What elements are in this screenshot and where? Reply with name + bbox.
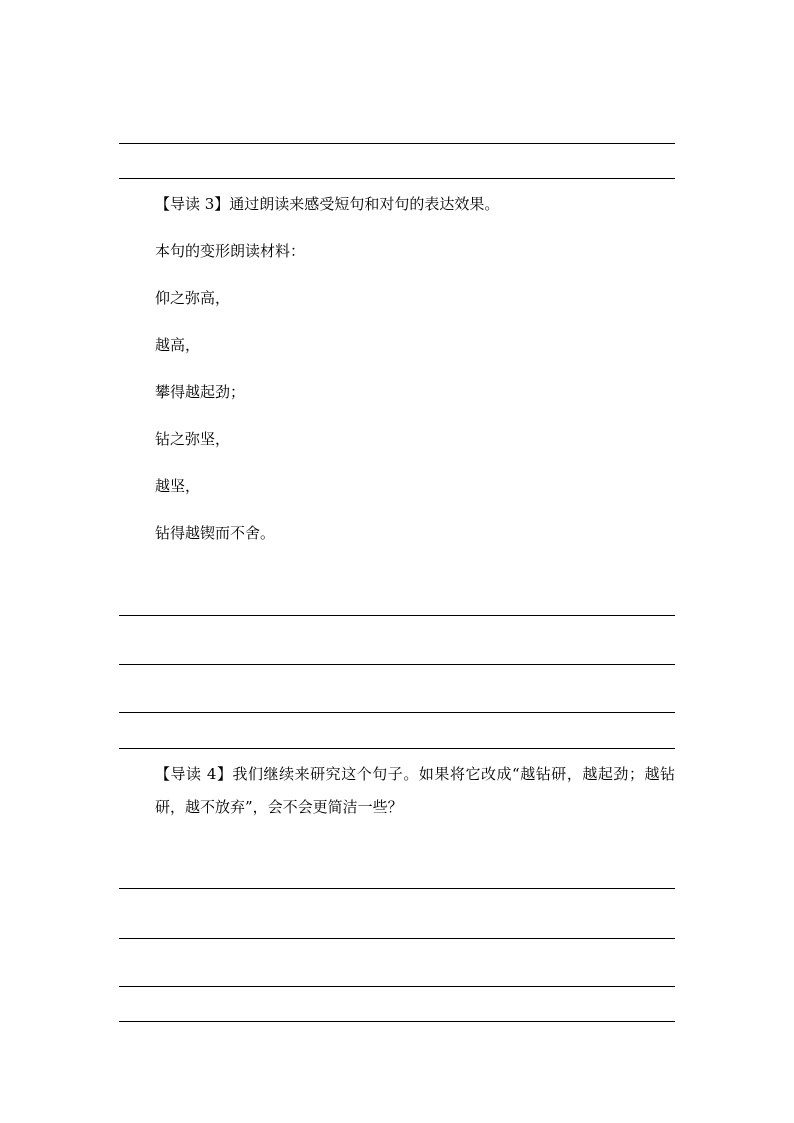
answer-line: [119, 178, 675, 179]
material-label: 本句的变形朗读材料：: [155, 242, 306, 260]
answer-line: [119, 748, 675, 749]
answer-line: [119, 143, 675, 144]
reading-line: 钻得越锲而不舍。: [155, 524, 276, 542]
reading-line: 越坚，: [155, 477, 201, 495]
guide-3-prompt: 【导读 3】通过朗读来感受短句和对句的表达效果。: [155, 195, 500, 213]
answer-line: [119, 1021, 675, 1022]
reading-line: 钻之弥坚，: [155, 430, 231, 448]
reading-line: 越高，: [155, 336, 201, 354]
reading-line: 仰之弥高，: [155, 289, 231, 307]
answer-line: [119, 888, 675, 889]
reading-line: 攀得越起劲；: [155, 383, 246, 401]
guide-4-prompt: 【导读 4】我们继续来研究这个句子。如果将它改成“越钻研，越起劲；越钻研，越不放弃”，会不会更简洁一些？: [155, 765, 675, 816]
answer-line: [119, 664, 675, 665]
answer-line: [119, 986, 675, 987]
answer-line: [119, 712, 675, 713]
answer-line: [119, 615, 675, 616]
answer-line: [119, 938, 675, 939]
